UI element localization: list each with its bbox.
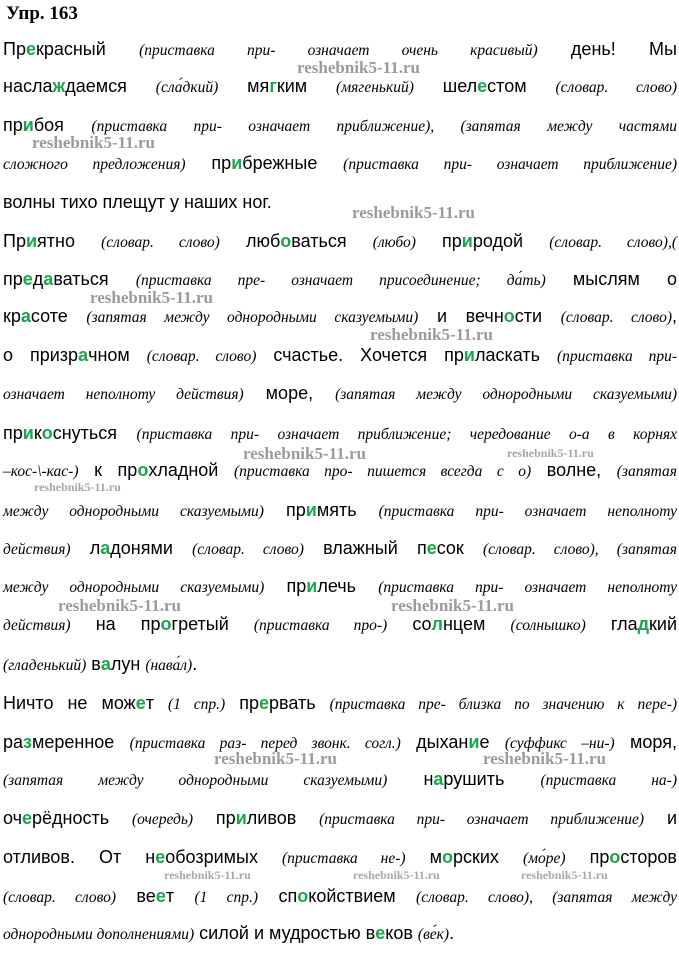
comment-text: (приставка при- означает неполноту (378, 579, 677, 596)
exercise-title: Упр. 163 (6, 3, 78, 24)
main-text: нцем (442, 614, 511, 634)
main-text: даемся (65, 76, 156, 96)
comment-text: (словар. слово) (146, 348, 257, 365)
main-text: люб (219, 231, 281, 251)
highlighted-letter: г (269, 76, 277, 96)
comment-text: (1 спр.) (167, 696, 226, 713)
comment-text: (приставка не-) (282, 850, 406, 867)
comment-text: (словар. слово) (560, 309, 672, 326)
comment-text: означает неполноту действия) (3, 386, 244, 403)
main-text: родой (472, 231, 550, 251)
main-text: кр (3, 306, 21, 326)
highlighted-letter: о (441, 847, 453, 867)
main-text: рёдность (32, 808, 132, 828)
main-text: пр (193, 808, 236, 828)
text-line (3, 537, 677, 561)
main-text: соте (30, 306, 87, 326)
text-line (3, 305, 677, 329)
watermark: reshebnik5-11.ru (214, 749, 337, 768)
main-text: меренное (31, 732, 130, 752)
main-text: Пр (3, 39, 26, 59)
comment-text: (приставка при- означает приближение; чередование о-а в корнях (136, 426, 678, 443)
main-text: мыслям о (545, 269, 677, 289)
main-text: счастье. Хочется пр (256, 345, 464, 365)
highlighted-letter: е (25, 39, 36, 59)
main-text: к (33, 423, 42, 443)
main-text: ваться (291, 231, 373, 251)
text-line (3, 191, 677, 213)
highlighted-letter: и (468, 732, 480, 752)
highlighted-letter: л (431, 614, 443, 634)
comment-text: (приставка при- означает приближение) (319, 811, 645, 828)
main-text: рских (452, 847, 523, 867)
text-line (3, 344, 677, 368)
main-text: сок (436, 538, 483, 558)
main-text: лечь (317, 576, 379, 596)
comment-text: (запятая между однородными сказуемыми) (3, 772, 388, 789)
comment-text: (приставка при- означает приближение) (343, 156, 678, 173)
text-line (3, 922, 677, 946)
highlighted-letter: а (433, 769, 444, 789)
main-text: пр (3, 269, 23, 289)
comment-text: (приставка при- означает приближение), (запятая между частями (91, 118, 677, 135)
main-text: т (145, 693, 168, 713)
comment-text: (словар. слово), (запятая (483, 541, 677, 558)
main-text: боя (33, 115, 92, 135)
main-text: , (671, 306, 677, 326)
main-text: пр (185, 153, 232, 173)
text-line (3, 807, 677, 831)
main-text: пр (264, 576, 307, 596)
main-text: хладной (148, 460, 234, 480)
main-text: ким (276, 76, 337, 96)
main-text: на пр (70, 614, 161, 634)
main-text: пр (3, 423, 23, 443)
text-line (3, 230, 677, 254)
main-text: д (32, 269, 44, 289)
main-text: . (449, 923, 455, 943)
main-text: т (165, 886, 195, 906)
text-line (3, 613, 677, 637)
main-text: гретый (171, 614, 254, 634)
highlighted-letter: о (503, 306, 515, 326)
text-line (3, 152, 677, 176)
main-text: влажный п (303, 538, 427, 558)
main-text: ков (385, 923, 418, 943)
comment-text: (запятая между однородными сказуемыми) (335, 386, 677, 403)
comment-text: однородными дополнениями) (3, 926, 195, 943)
main-text: ра (3, 732, 24, 752)
main-text: пр (3, 115, 23, 135)
comment-text: (гладенький) (3, 657, 87, 674)
comment-text: (очередь) (131, 811, 194, 828)
comment-text: (приставка при- означает очень красивый) (139, 42, 538, 59)
main-text: рвать (268, 693, 330, 713)
comment-text: (запятая (616, 463, 678, 480)
watermark: reshebnik5-11.ru (243, 444, 366, 463)
highlighted-letter: а (43, 269, 54, 289)
watermark: reshebnik5-11.ru (32, 133, 155, 152)
watermark: reshebnik5-11.ru (58, 596, 181, 615)
watermark: reshebnik5-11.ru (164, 868, 251, 882)
main-text: чном (88, 345, 147, 365)
main-text: пр (225, 693, 259, 713)
main-text: пр (565, 847, 610, 867)
text-line (3, 653, 677, 677)
main-text: в (86, 654, 101, 674)
main-text: Ничто не мож (3, 693, 136, 713)
main-text: насла (3, 76, 53, 96)
highlighted-letter: е (155, 847, 166, 867)
highlighted-letter: и (231, 153, 243, 173)
comment-text: (мо́ре) (522, 850, 566, 867)
highlighted-letter: е (477, 76, 488, 96)
watermark: reshebnik5-11.ru (353, 868, 440, 882)
main-text: Пр (3, 231, 26, 251)
main-text: снуться (52, 423, 137, 443)
comment-text: (приставка пре- близка по значению к пере-) (329, 696, 678, 713)
main-text: н (387, 769, 434, 789)
main-text: и (644, 808, 678, 828)
watermark: reshebnik5-11.ru (507, 446, 594, 460)
comment-text: (словар. слово) (555, 79, 678, 96)
watermark: reshebnik5-11.ru (297, 58, 420, 77)
comment-text: (словар. слово) (192, 541, 304, 558)
comment-text: (словар. слово),( (549, 234, 677, 251)
highlighted-letter: о (41, 423, 53, 443)
main-text: мять (316, 500, 379, 520)
highlighted-letter: и (22, 115, 34, 135)
main-text: л (70, 538, 101, 558)
watermark: reshebnik5-11.ru (352, 203, 475, 222)
highlighted-letter: е (22, 808, 33, 828)
main-text: сп (258, 886, 298, 906)
highlighted-letter: о (160, 614, 172, 634)
main-text: со (387, 614, 432, 634)
text-line (3, 382, 677, 406)
main-text: моря, (614, 732, 677, 752)
highlighted-letter: д (637, 614, 650, 634)
main-text: лун (110, 654, 146, 674)
main-text: волны тихо плещут у наших ног. (3, 192, 272, 212)
comment-text: (словар. слово) (3, 889, 117, 906)
main-text: море, (243, 383, 336, 403)
comment-text: (приставка про- пишется всегда с о) (233, 463, 532, 480)
comment-text: –кос-\-кас-) (3, 463, 79, 480)
main-text: сторов (620, 847, 677, 867)
main-text: силой и мудростью в (194, 923, 376, 943)
highlighted-letter: и (461, 231, 473, 251)
comment-text: (приставка при- (556, 348, 677, 365)
highlighted-letter: з (23, 732, 32, 752)
main-text: е (479, 732, 505, 752)
main-text: сти (514, 306, 561, 326)
highlighted-letter: о (280, 231, 292, 251)
comment-text: (приставка про-) (253, 617, 388, 634)
highlighted-letter: и (22, 423, 34, 443)
highlighted-letter: а (20, 306, 31, 326)
main-text: ве (116, 886, 156, 906)
highlighted-letter: а (78, 345, 89, 365)
main-text: обозримых (165, 847, 283, 867)
main-text: пр (415, 231, 462, 251)
main-text: оч (3, 808, 22, 828)
comment-text: (приставка пре- означает присоединение; да́ть) (135, 272, 546, 289)
highlighted-letter: и (306, 576, 318, 596)
highlighted-letter: о (137, 460, 149, 480)
main-text: брежные (242, 153, 344, 173)
comment-text: (любо) (372, 234, 416, 251)
main-text: ваться (53, 269, 136, 289)
watermark: reshebnik5-11.ru (34, 480, 121, 494)
comment-text: (сла́дкий) (155, 79, 219, 96)
highlighted-letter: а (100, 538, 111, 558)
comment-text: действия) (3, 541, 71, 558)
comment-text: между однородными сказуемыми) (3, 503, 264, 520)
main-text: мя (218, 76, 270, 96)
text-line (3, 499, 677, 523)
highlighted-letter: и (235, 808, 247, 828)
highlighted-letter: е (22, 269, 33, 289)
comment-text: (суффикс –ни-) (504, 735, 615, 752)
highlighted-letter: ж (52, 76, 66, 96)
highlighted-letter: и (463, 345, 475, 365)
text-line (3, 692, 677, 716)
main-text: рушить (443, 769, 541, 789)
main-text: гла (585, 614, 638, 634)
comment-text: (приставка на-) (540, 772, 677, 789)
main-text: ливов (246, 808, 320, 828)
main-text: волне, (531, 460, 617, 480)
watermark: reshebnik5-11.ru (521, 868, 608, 882)
main-text: донями (110, 538, 193, 558)
main-text: отливов. От н (3, 847, 156, 867)
comment-text: (солнышко) (510, 617, 586, 634)
comment-text: (запятая между однородными сказуемыми) (86, 309, 419, 326)
comment-text: (1 спр.) (194, 889, 259, 906)
watermark: reshebnik5-11.ru (483, 749, 606, 768)
text-line (3, 75, 677, 99)
main-text: шел (413, 76, 478, 96)
text-line (3, 846, 677, 870)
watermark: reshebnik5-11.ru (370, 325, 493, 344)
highlighted-letter: о (609, 847, 621, 867)
comment-text: между однородными сказуемыми) (3, 579, 265, 596)
highlighted-letter: а (100, 654, 111, 674)
main-text: кий (649, 614, 678, 634)
highlighted-letter: е (155, 886, 166, 906)
main-text: день! Мы (537, 39, 677, 59)
comment-text: действия) (3, 617, 71, 634)
watermark: reshebnik5-11.ru (391, 596, 514, 615)
main-text: и вечн (418, 306, 504, 326)
comment-text: (словар. слово) (101, 234, 220, 251)
highlighted-letter: е (375, 923, 386, 943)
highlighted-letter: и (305, 500, 317, 520)
main-text: о призр (3, 345, 79, 365)
text-line (3, 422, 677, 446)
main-text: ласкать (474, 345, 557, 365)
main-text: пр (263, 500, 306, 520)
comment-text: сложного предложения) (3, 156, 186, 173)
comment-text: (приставка раз- перед звонк. согл.) (129, 735, 401, 752)
main-text: дыхан (400, 732, 469, 752)
main-text: красный (35, 39, 140, 59)
main-text: к пр (78, 460, 138, 480)
comment-text: (приставка при- означает неполноту (378, 503, 677, 520)
highlighted-letter: е (135, 693, 146, 713)
main-text: койствием (308, 886, 417, 906)
comment-text: (нава́л) (145, 657, 193, 674)
highlighted-letter: о (297, 886, 309, 906)
comment-text: (мягенький) (336, 79, 414, 96)
main-text: . (192, 654, 198, 674)
main-text: м (405, 847, 442, 867)
main-text: ятно (37, 231, 102, 251)
comment-text: (словар. слово), (запятая между (416, 889, 678, 906)
comment-text: (ве́к) (417, 926, 450, 943)
highlighted-letter: и (25, 231, 38, 251)
text-line (3, 885, 677, 909)
highlighted-letter: е (426, 538, 437, 558)
text-line (3, 768, 677, 792)
watermark: reshebnik5-11.ru (90, 288, 213, 307)
main-text: стом (487, 76, 556, 96)
highlighted-letter: е (258, 693, 269, 713)
